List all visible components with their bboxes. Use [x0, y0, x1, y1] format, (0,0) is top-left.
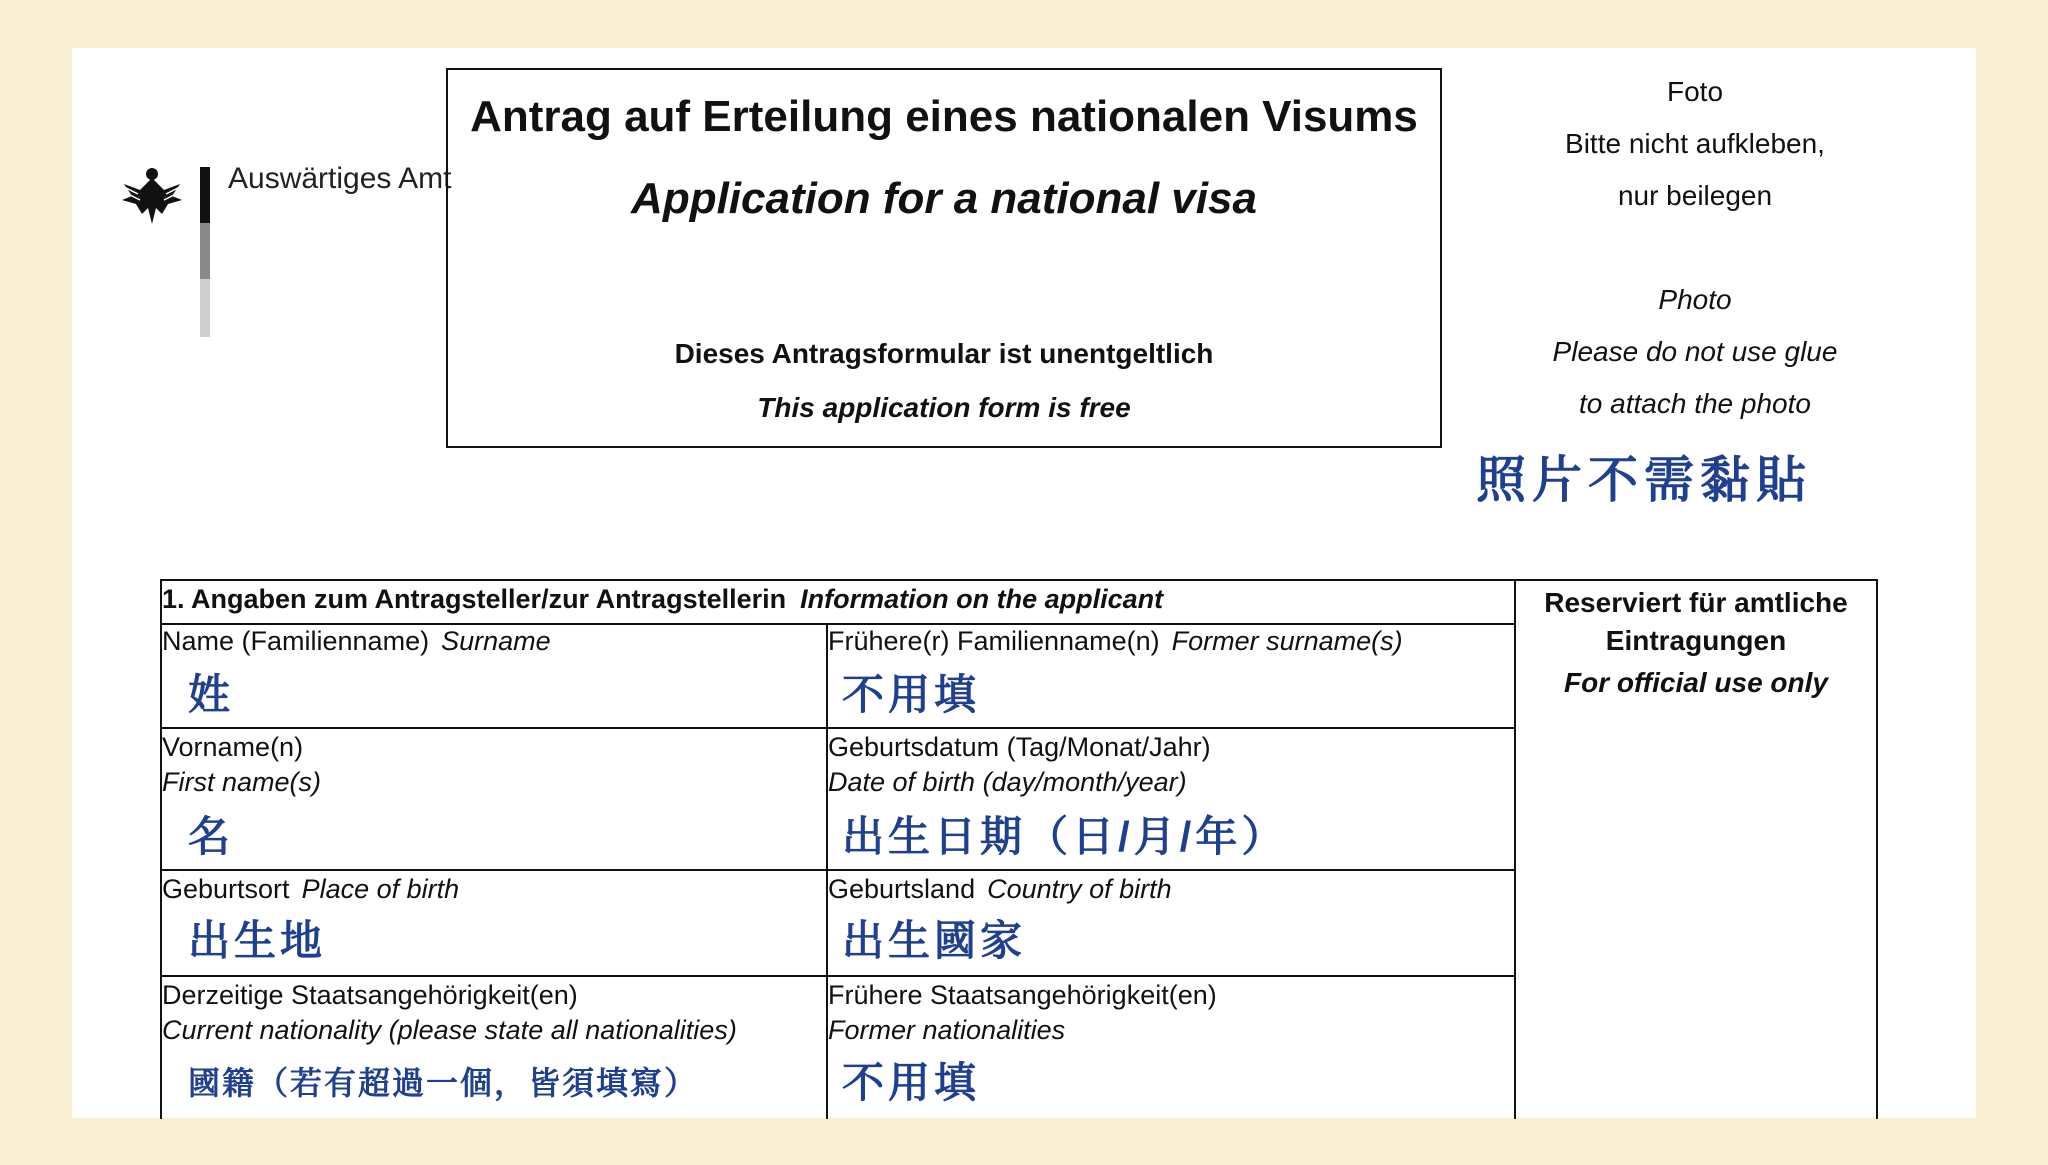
former-surname-label-de: Frühere(r) Familienname(n): [828, 626, 1160, 656]
country-of-birth-label-en: Country of birth: [987, 874, 1172, 904]
field-place-of-birth-label: [162, 872, 459, 907]
surname-label-en: Surname: [441, 626, 551, 656]
country-of-birth-label-de: Geburtsland: [828, 874, 976, 904]
ministry-logo: [118, 112, 452, 352]
former-surname-label-en: Former surname(s): [1171, 626, 1403, 656]
reserved-line-3: For official use only: [1564, 667, 1828, 698]
official-use-box: [1516, 584, 1876, 702]
photo-instruction-de-2: nur beilegen: [1617, 180, 1773, 211]
birth-date-label-en: Date of birth (day/month/year): [828, 767, 1187, 797]
title-box: [446, 68, 1442, 448]
birth-date-note: 出生日期（日/月/年）: [842, 813, 1288, 860]
field-birth-date-label: [828, 730, 1211, 800]
title-german: Antrag auf Erteilung eines nationalen Visums: [470, 92, 1418, 141]
place-of-birth-note: 出生地: [188, 917, 327, 964]
surname-label-de: Name (Familienname): [162, 626, 430, 656]
title-english: Application for a national visa: [631, 174, 1257, 223]
place-of-birth-label-en: Place of birth: [301, 874, 460, 904]
former-nationality-note: 不用填: [842, 1059, 981, 1106]
former-surname-note: 不用填: [842, 671, 981, 718]
federal-eagle-icon: [118, 162, 186, 230]
first-name-note: 名: [188, 813, 235, 860]
photo-instructions: [1440, 66, 1950, 430]
field-former-nationality-label: [828, 978, 1217, 1048]
free-note-german: Dieses Antragsformular ist unentgeltlich: [674, 338, 1214, 369]
field-former-surname-label: [828, 624, 1403, 659]
photo-instruction-en-1: Please do not use glue: [1552, 336, 1838, 367]
reserved-line-2: Eintragungen: [1605, 625, 1787, 656]
photo-instruction-de-1: Bitte nicht aufkleben,: [1565, 128, 1825, 159]
first-name-label-en: First name(s): [162, 767, 322, 797]
section-title: [162, 584, 1163, 615]
ministry-name: Auswärtiges Amt: [228, 162, 452, 195]
photo-instruction-en-2: to attach the photo: [1579, 388, 1811, 419]
section-title-english: Information on the applicant: [800, 584, 1164, 614]
section-title-german: 1. Angaben zum Antragsteller/zur Antragstellerin: [162, 584, 787, 614]
first-name-label-de: Vorname(n): [162, 732, 304, 762]
current-nationality-label-en: Current nationality (please state all nationalities): [162, 1015, 737, 1045]
place-of-birth-label-de: Geburtsort: [162, 874, 290, 904]
field-country-of-birth-label: [828, 872, 1172, 907]
field-current-nationality-label: [162, 978, 737, 1048]
photo-note-chinese: 照片不需黏貼: [1476, 452, 1812, 508]
former-nationality-label-de: Frühere Staatsangehörigkeit(en): [828, 980, 1217, 1010]
flag-bar: [200, 167, 210, 337]
field-surname-label: [162, 624, 551, 659]
photo-label-en: Photo: [1658, 284, 1732, 315]
reserved-line-1: Reserviert für amtliche: [1544, 587, 1848, 618]
photo-label-de: Foto: [1666, 76, 1724, 107]
country-of-birth-note: 出生國家: [842, 917, 1027, 964]
current-nationality-note: 國籍（若有超過一個，皆須填寫）: [188, 1065, 699, 1101]
current-nationality-label-de: Derzeitige Staatsangehörigkeit(en): [162, 980, 578, 1010]
free-note-english: This application form is free: [757, 392, 1131, 423]
field-first-name-label: [162, 730, 321, 800]
birth-date-label-de: Geburtsdatum (Tag/Monat/Jahr): [828, 732, 1211, 762]
surname-note: 姓: [188, 671, 235, 718]
former-nationality-label-en: Former nationalities: [828, 1015, 1066, 1045]
